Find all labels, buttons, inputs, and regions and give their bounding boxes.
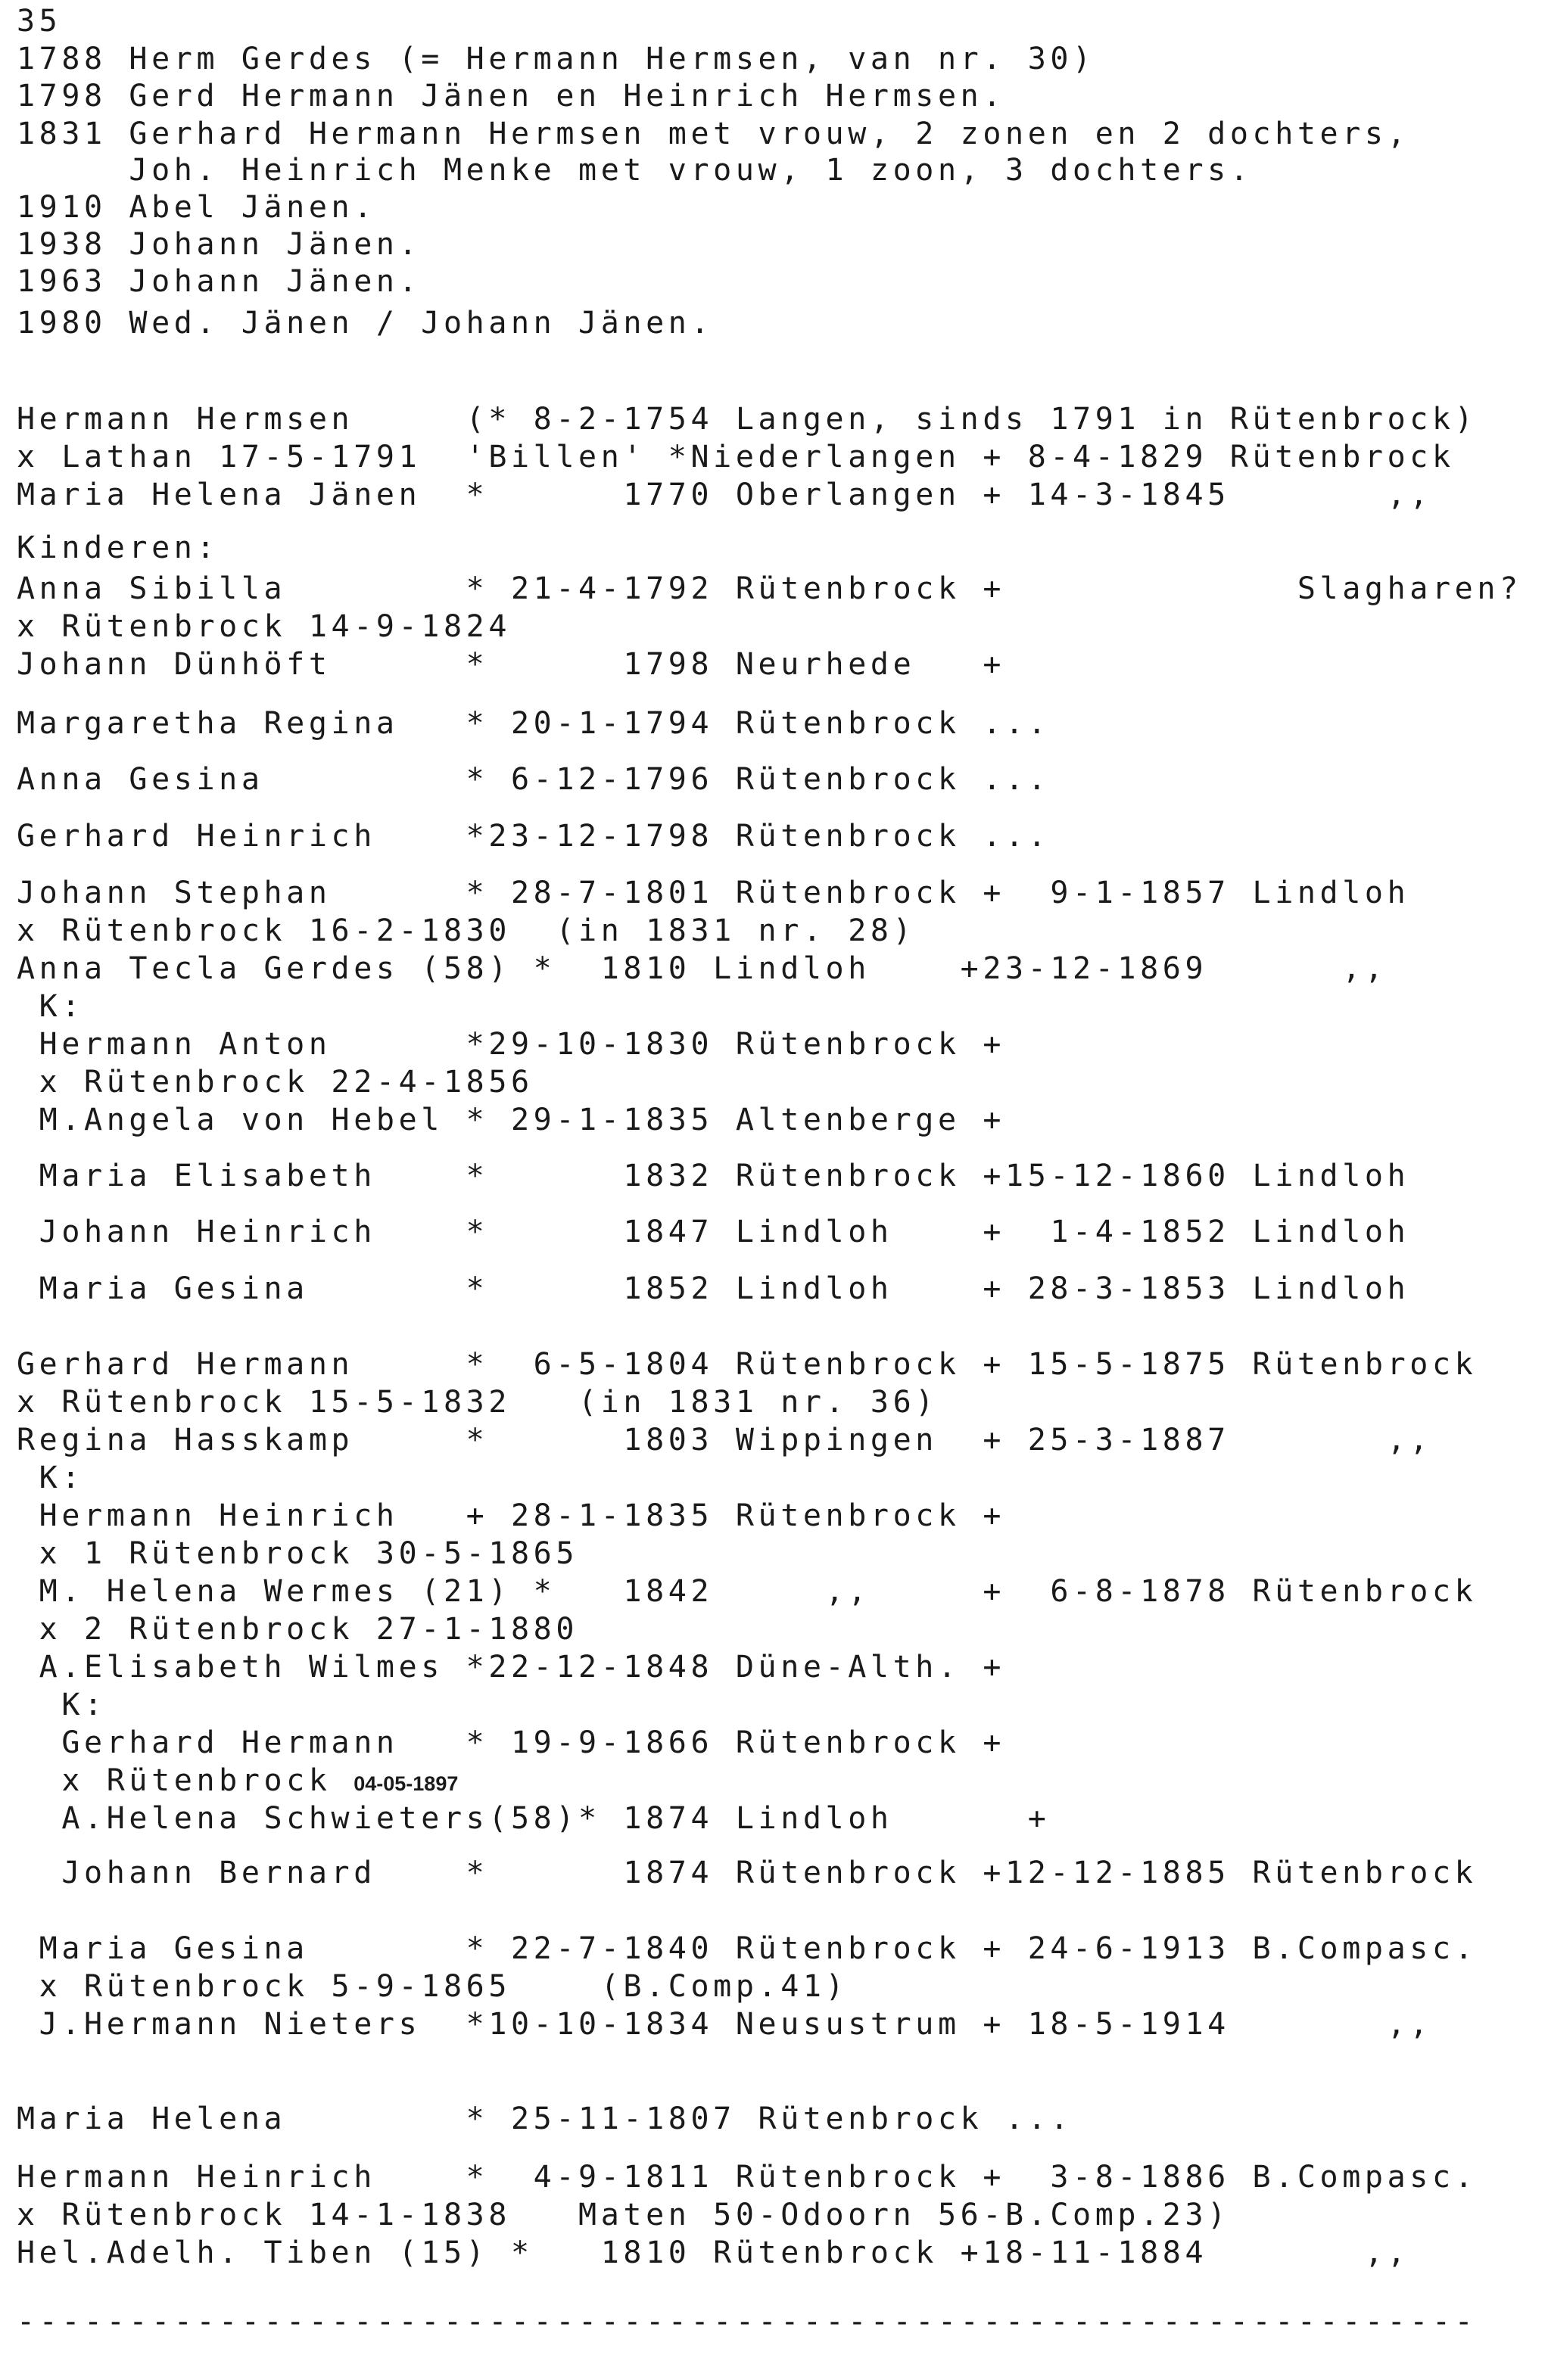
marriage-date-stamp: 04-05-1897 xyxy=(354,1772,459,1795)
children-heading: K: xyxy=(17,1461,85,1495)
occupant-line: 1938 Johann Jänen. xyxy=(17,227,422,262)
child-line: Maria Helena * 25-11-1807 Rütenbrock ... xyxy=(17,2102,1073,2136)
child-line: Gerhard Heinrich *23-12-1798 Rütenbrock ... xyxy=(17,819,1051,854)
occupant-line: 1788 Herm Gerdes (= Hermann Hermsen, van nr. 30) xyxy=(17,42,1095,76)
family-line: A.Elisabeth Wilmes *22-12-1848 Düne-Alth. + xyxy=(17,1650,1006,1685)
family-line: A.Helena Schwieters(58)* 1874 Lindloh + xyxy=(17,1801,1051,1836)
family-line: x Rütenbrock 14-1-1838 Maten 50-Odoorn 56-B.Comp.23) xyxy=(17,2198,1230,2232)
occupant-line: 1963 Johann Jänen. xyxy=(17,264,422,299)
children-heading: K: xyxy=(17,1688,107,1722)
family-line: x Lathan 17-5-1791 'Billen' *Niederlangen + 8-4-1829 Rütenbrock xyxy=(17,440,1455,474)
occupant-line: Joh. Heinrich Menke met vrouw, 1 zoon, 3 dochters. xyxy=(17,153,1253,188)
family-line: x Rütenbrock 16-2-1830 (in 1831 nr. 28) xyxy=(17,913,916,948)
child-line: Johann Heinrich * 1847 Lindloh + 1-4-1852 Lindloh xyxy=(17,1215,1410,1249)
family-line: x Rütenbrock 22-4-1856 xyxy=(17,1065,534,1100)
family-line: x Rütenbrock 15-5-1832 (in 1831 nr. 36) xyxy=(17,1385,938,1420)
child-line: Maria Elisabeth * 1832 Rütenbrock +15-12-1860 Lindloh xyxy=(17,1159,1410,1193)
marriage-text: x Rütenbrock xyxy=(17,1763,354,1798)
family-line: Anna Sibilla * 21-4-1792 Rütenbrock + Slagharen? xyxy=(17,571,1522,606)
family-line: Regina Hasskamp * 1803 Wippingen + 25-3-1887 ,, xyxy=(17,1423,1432,1458)
family-line: x Rütenbrock 5-9-1865 (B.Comp.41) xyxy=(17,1969,849,2004)
separator-line: ----------------------------------------------------------------- xyxy=(17,2304,1478,2339)
child-line: Anna Gesina * 6-12-1796 Rütenbrock ... xyxy=(17,762,1051,797)
family-line: Hermann Heinrich + 28-1-1835 Rütenbrock + xyxy=(17,1498,1006,1533)
family-line: Gerhard Hermann * 19-9-1866 Rütenbrock + xyxy=(17,1725,1006,1760)
child-line: Johann Bernard * 1874 Rütenbrock +12-12-1885 Rütenbrock xyxy=(17,1856,1478,1890)
marriage-line xyxy=(17,1763,459,1798)
family-line: Hermann Heinrich * 4-9-1811 Rütenbrock + 3-8-1886 B.Compasc. xyxy=(17,2160,1478,2195)
family-line: Maria Gesina * 22-7-1840 Rütenbrock + 24-6-1913 B.Compasc. xyxy=(17,1931,1478,1966)
child-line: Maria Gesina * 1852 Lindloh + 28-3-1853 Lindloh xyxy=(17,1271,1410,1306)
child-line: Margaretha Regina * 20-1-1794 Rütenbrock ... xyxy=(17,706,1051,741)
family-line: Gerhard Hermann * 6-5-1804 Rütenbrock + 15-5-1875 Rütenbrock xyxy=(17,1347,1478,1382)
family-line: x 1 Rütenbrock 30-5-1865 xyxy=(17,1536,579,1571)
occupant-line: 1831 Gerhard Hermann Hermsen met vrouw, 2 zonen en 2 dochters, xyxy=(17,117,1410,151)
occupant-line: 1798 Gerd Hermann Jänen en Heinrich Hermsen. xyxy=(17,79,1006,114)
children-heading: Kinderen: xyxy=(17,530,220,565)
family-line: Hermann Anton *29-10-1830 Rütenbrock + xyxy=(17,1027,1006,1062)
family-line: Hel.Adelh. Tiben (15) * 1810 Rütenbrock +18-11-1884 ,, xyxy=(17,2235,1410,2270)
family-line: M.Angela von Hebel * 29-1-1835 Altenberge + xyxy=(17,1103,1006,1137)
family-line: Anna Tecla Gerdes (58) * 1810 Lindloh +23-12-1869 ,, xyxy=(17,951,1388,986)
occupant-line: 1980 Wed. Jänen / Johann Jänen. xyxy=(17,306,714,341)
family-line: x Rütenbrock 14-9-1824 xyxy=(17,609,512,644)
family-line: x 2 Rütenbrock 27-1-1880 xyxy=(17,1612,579,1647)
family-line: Johann Stephan * 28-7-1801 Rütenbrock + 9-1-1857 Lindloh xyxy=(17,876,1410,910)
family-line: M. Helena Wermes (21) * 1842 ,, + 6-8-1878 Rütenbrock xyxy=(17,1574,1478,1609)
family-line: J.Hermann Nieters *10-10-1834 Neusustrum + 18-5-1914 ,, xyxy=(17,2007,1432,2042)
family-line: Johann Dünhöft * 1798 Neurhede + xyxy=(17,647,1006,682)
family-line: Maria Helena Jänen * 1770 Oberlangen + 14-3-1845 ,, xyxy=(17,478,1432,512)
occupant-line: 1910 Abel Jänen. xyxy=(17,190,376,225)
children-heading: K: xyxy=(17,989,85,1024)
family-line: Hermann Hermsen (* 8-2-1754 Langen, sinds 1791 in Rütenbrock) xyxy=(17,402,1478,437)
page-number: 35 xyxy=(17,4,62,39)
